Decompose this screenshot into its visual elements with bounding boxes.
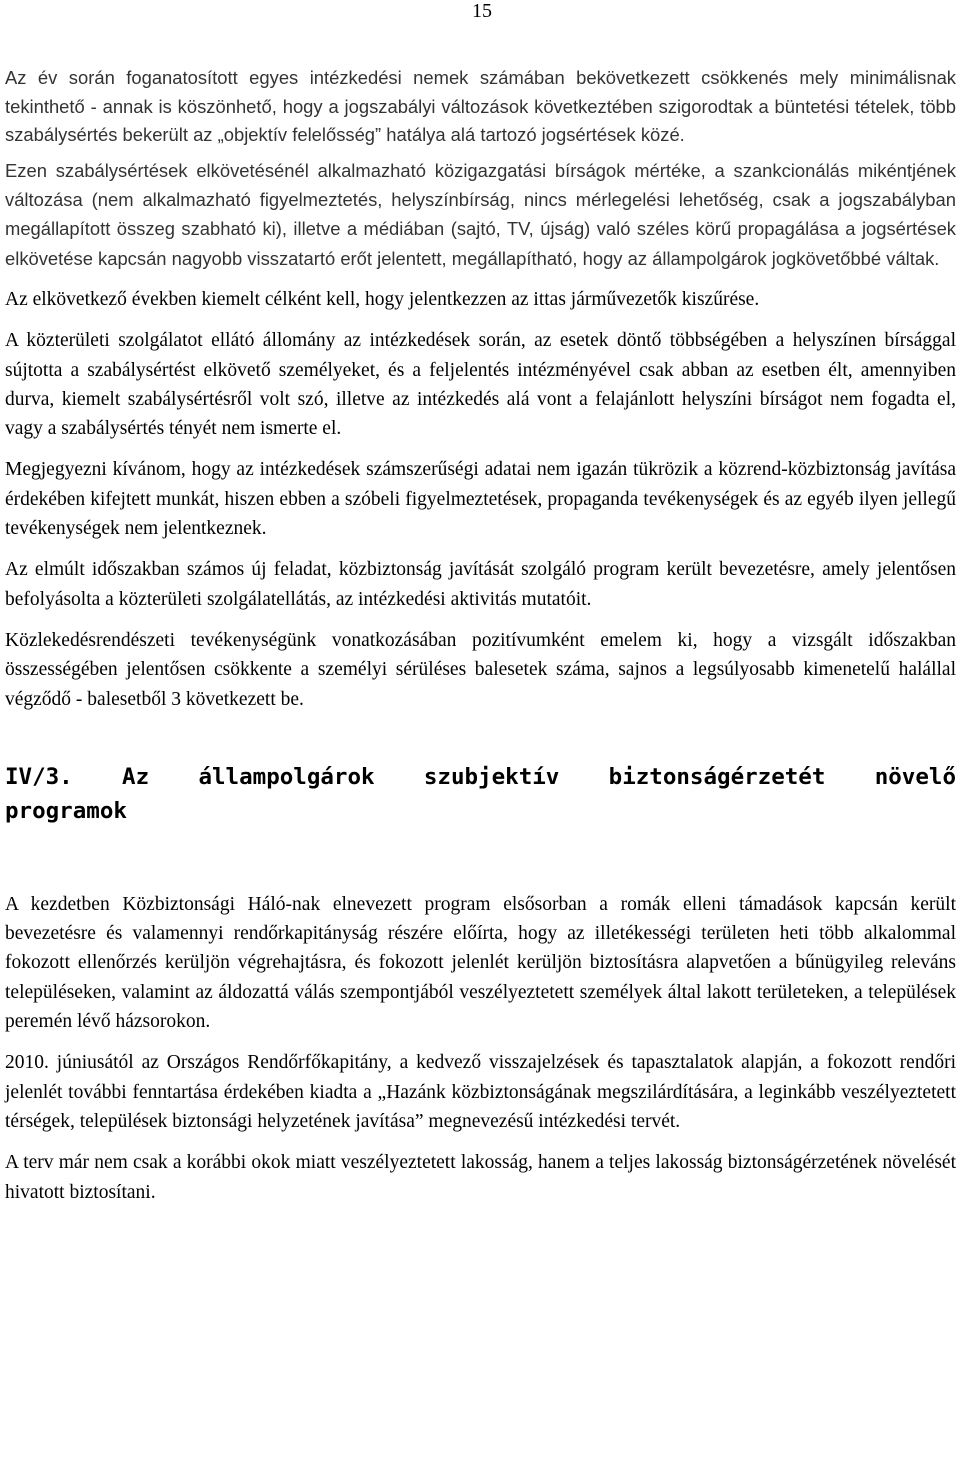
paragraph-new-programs: Az elmúlt időszakban számos új feladat, közbiztonság javítását szolgáló program került bevezetésre, amely jelentősen befolyásolta a közterületi szolgálatellátás, az intézkedési aktivitás mutatóit. — [5, 559, 956, 610]
paragraph-public-service: A közterületi szolgálatot ellátó állomány az intézkedések során, az esetek döntő többségében a helyszínen bírsággal sújtotta a szabálysértést elkövető személyeket, és a feljelentés intézményével csak abban az esetben élt, amennyiben durva, kiemelt szabálysértésről volt szó, illetve az intézkedés alá vont a felajánlott helyszíni bírságot nem fogadta el, vagy a szabálysértés tényét nem ismerte el. — [5, 330, 956, 440]
paragraph-statistics-note: Megjegyezni kívánom, hogy az intézkedések számszerűségi adatai nem igazán tükrözik a közrend-közbiztonság javítása érdekében kifejtett munkát, hiszen ebben a szóbeli figyelmeztetések, propaganda tevékenységek és az egyéb ilyen jellegű tevékenységek nem jelentkeznek. — [5, 459, 956, 540]
paragraph-drunk-drivers: Az elkövetkező években kiemelt célként kell, hogy jelentkezzen az ittas járművezetők kiszűrése. — [5, 288, 760, 310]
paragraph-action-plan: 2010. júniusától az Országos Rendőrfőkapitány, a kedvező visszajelzések és tapasztalatok alapján, a fokozott rendőri jelenlét további fenntartása érdekében kiadta a „Hazánk közbiztonságának megszilárdítására, a leginkább veszélyeztetett térségek, települések biztonsági helyzetének javítása” megnevezésű intézkedési tervét. — [5, 1052, 956, 1132]
paragraph-plan-scope: A terv már nem csak a korábbi okok miatt veszélyeztetett lakosság, hanem a teljes lakosság biztonságérzetének növelését hivatott biztosítani. — [5, 1152, 956, 1203]
paragraph-fines: Ezen szabálysértések elkövetésénél alkalmazható közigazgatási bírságok mértéke, a szankcionálás mikéntjének változása (nem alkalmazható figyelmeztetés, helyszínbírság, nincs mérlegelési lehetőség, csak a jogszabályban megállapított összeg szabható ki), illetve a médiában (sajtó, TV, újság) való széles körű propagálása a jogsértések elkövetése kapcsán nagyobb visszatartó erőt jelentett, megállapítható, hogy az állampolgárok jogkövetőbbé váltak. — [5, 159, 956, 269]
paragraph-measures-decrease: Az év során foganatosított egyes intézkedési nemek számában bekövetkezett csökkenés mely minimálisnak tekinthető - annak is köszönhető, hogy a jogszabályi változások következtében szigorodtak a büntetési tételek, több szabálysértés bekerült az „objektív felelősség” hatálya alá tartozó jogsértések közé. — [5, 67, 956, 146]
paragraph-traffic: Közlekedésrendészeti tevékenységünk vonatkozásában pozitívumként emelem ki, hogy a vizsgált időszakban összességében jelentősen csökkente a személyi sérüléses balesetek száma, sajnos a legsúlyosabb kimenetelű halállal végződő - balesetből 3 következett be. — [5, 629, 956, 710]
page-content — [5, 64, 956, 1207]
paragraph-security-net: A kezdetben Közbiztonsági Háló-nak elnevezett program elsősorban a romák elleni támadások kapcsán került bevezetésre és valamennyi rendőrkapitányság részére előírta, hogy az illetékességi területen heti több alkalommal fokozott ellenőrzés kerüljön végrehajtásra, és fokozott jelenlét kerüljön biztosításra alapvetően a bűnügyileg releváns településeken, valamint az áldozattá válás szempontjából veszélyeztetett személyek által lakott területeken, a települések peremén lévő házsorokon. — [5, 893, 956, 1033]
page-number: 15 — [472, 0, 492, 22]
section-heading: IV/3. Az állampolgárok szubjektív biztonságérzetét növelő programok — [5, 763, 956, 824]
